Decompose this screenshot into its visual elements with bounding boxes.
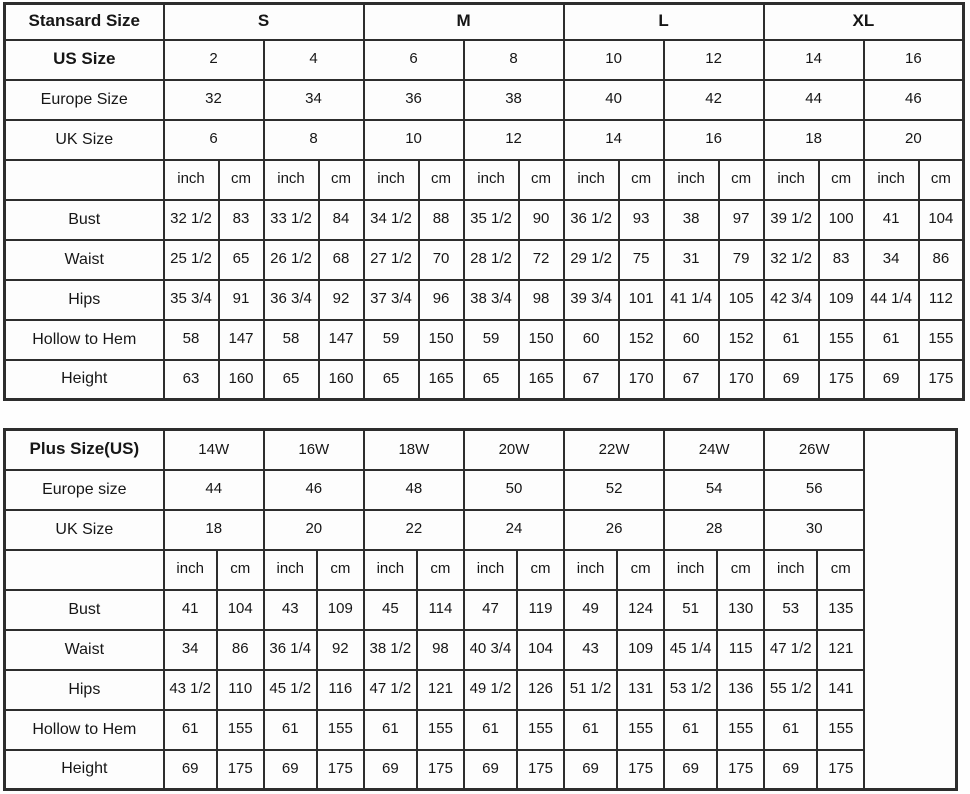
measurement-cm: 93 bbox=[619, 200, 664, 240]
unit-header-cm: cm bbox=[519, 160, 564, 200]
measurement-cm: 175 bbox=[417, 750, 464, 790]
size-value: 18 bbox=[764, 120, 864, 160]
measurement-inch: 69 bbox=[564, 750, 617, 790]
measurement-cm: 119 bbox=[517, 590, 564, 630]
measurement-inch: 51 1/2 bbox=[564, 670, 617, 710]
size-value: 46 bbox=[864, 80, 964, 120]
measurement-cm: 72 bbox=[519, 240, 564, 280]
table-row bbox=[5, 160, 964, 200]
measurement-cm: 91 bbox=[219, 280, 264, 320]
unit-header-inch: inch bbox=[264, 160, 319, 200]
row-label: US Size bbox=[5, 40, 164, 80]
measurement-inch: 45 bbox=[364, 590, 417, 630]
size-value: 14 bbox=[764, 40, 864, 80]
size-value: 48 bbox=[364, 470, 464, 510]
measurement-inch: 38 bbox=[664, 200, 719, 240]
measurement-inch: 60 bbox=[664, 320, 719, 360]
measurement-inch: 69 bbox=[364, 750, 417, 790]
table-row bbox=[5, 120, 964, 160]
unit-header-inch: inch bbox=[264, 550, 317, 590]
size-value: 4 bbox=[264, 40, 364, 80]
measurement-cm: 86 bbox=[217, 630, 264, 670]
unit-header-inch: inch bbox=[564, 160, 619, 200]
size-value: 46 bbox=[264, 470, 364, 510]
measurement-inch: 27 1/2 bbox=[364, 240, 419, 280]
measurement-inch: 29 1/2 bbox=[564, 240, 619, 280]
measurement-cm: 147 bbox=[319, 320, 364, 360]
standard-size-table bbox=[3, 2, 965, 401]
size-value: 56 bbox=[764, 470, 864, 510]
measurement-inch: 47 1/2 bbox=[364, 670, 417, 710]
size-value: 50 bbox=[464, 470, 564, 510]
row-label: Bust bbox=[5, 200, 164, 240]
measurement-inch: 41 bbox=[864, 200, 919, 240]
unit-header-cm: cm bbox=[619, 160, 664, 200]
measurement-cm: 105 bbox=[719, 280, 764, 320]
measurement-inch: 49 1/2 bbox=[464, 670, 517, 710]
measurement-inch: 53 1/2 bbox=[664, 670, 717, 710]
unit-header-inch: inch bbox=[164, 550, 217, 590]
unit-header-inch: inch bbox=[664, 160, 719, 200]
size-value: 18 bbox=[164, 510, 264, 550]
table-row bbox=[5, 240, 964, 280]
size-value: 22W bbox=[564, 430, 664, 470]
size-value: 16W bbox=[264, 430, 364, 470]
table-row bbox=[5, 4, 964, 40]
measurement-cm: 98 bbox=[417, 630, 464, 670]
unit-header-cm: cm bbox=[919, 160, 964, 200]
measurement-cm: 175 bbox=[717, 750, 764, 790]
unit-header-cm: cm bbox=[719, 160, 764, 200]
measurement-inch: 38 3/4 bbox=[464, 280, 519, 320]
unit-header-cm: cm bbox=[419, 160, 464, 200]
measurement-inch: 61 bbox=[564, 710, 617, 750]
row-label: Europe size bbox=[5, 470, 164, 510]
measurement-inch: 55 1/2 bbox=[764, 670, 817, 710]
table-row bbox=[5, 510, 957, 550]
unit-header-cm: cm bbox=[217, 550, 264, 590]
measurement-cm: 104 bbox=[517, 630, 564, 670]
row-label: Height bbox=[5, 360, 164, 400]
unit-header-inch: inch bbox=[564, 550, 617, 590]
size-value: 30 bbox=[764, 510, 864, 550]
row-label: Waist bbox=[5, 240, 164, 280]
measurement-inch: 26 1/2 bbox=[264, 240, 319, 280]
blank-cell bbox=[5, 160, 164, 200]
size-group-header: L bbox=[564, 4, 764, 40]
table-row bbox=[5, 200, 964, 240]
size-value: 10 bbox=[364, 120, 464, 160]
measurement-cm: 121 bbox=[417, 670, 464, 710]
unit-header-inch: inch bbox=[664, 550, 717, 590]
size-value: 20 bbox=[264, 510, 364, 550]
unit-header-cm: cm bbox=[817, 550, 864, 590]
measurement-inch: 34 bbox=[864, 240, 919, 280]
measurement-cm: 165 bbox=[519, 360, 564, 400]
size-group-header: M bbox=[364, 4, 564, 40]
table-row bbox=[5, 710, 957, 750]
measurement-inch: 49 bbox=[564, 590, 617, 630]
measurement-cm: 86 bbox=[919, 240, 964, 280]
measurement-cm: 155 bbox=[919, 320, 964, 360]
measurement-cm: 175 bbox=[317, 750, 364, 790]
table-row bbox=[5, 40, 964, 80]
row-label: UK Size bbox=[5, 510, 164, 550]
empty-cell bbox=[864, 430, 956, 790]
measurement-inch: 61 bbox=[264, 710, 317, 750]
measurement-cm: 141 bbox=[817, 670, 864, 710]
measurement-inch: 61 bbox=[764, 710, 817, 750]
measurement-inch: 36 3/4 bbox=[264, 280, 319, 320]
measurement-cm: 175 bbox=[617, 750, 664, 790]
measurement-cm: 152 bbox=[619, 320, 664, 360]
measurement-cm: 68 bbox=[319, 240, 364, 280]
size-value: 22 bbox=[364, 510, 464, 550]
size-value: 44 bbox=[764, 80, 864, 120]
measurement-inch: 37 3/4 bbox=[364, 280, 419, 320]
measurement-cm: 150 bbox=[419, 320, 464, 360]
measurement-cm: 175 bbox=[517, 750, 564, 790]
measurement-inch: 43 1/2 bbox=[164, 670, 217, 710]
measurement-cm: 170 bbox=[619, 360, 664, 400]
measurement-inch: 41 bbox=[164, 590, 217, 630]
table-row bbox=[5, 470, 957, 510]
measurement-inch: 63 bbox=[164, 360, 219, 400]
measurement-inch: 31 bbox=[664, 240, 719, 280]
measurement-cm: 100 bbox=[819, 200, 864, 240]
unit-header-cm: cm bbox=[617, 550, 664, 590]
row-label: Bust bbox=[5, 590, 164, 630]
size-value: 26 bbox=[564, 510, 664, 550]
size-value: 8 bbox=[464, 40, 564, 80]
measurement-cm: 112 bbox=[919, 280, 964, 320]
measurement-cm: 101 bbox=[619, 280, 664, 320]
measurement-inch: 43 bbox=[264, 590, 317, 630]
measurement-inch: 61 bbox=[164, 710, 217, 750]
measurement-cm: 135 bbox=[817, 590, 864, 630]
measurement-cm: 114 bbox=[417, 590, 464, 630]
unit-header-inch: inch bbox=[764, 550, 817, 590]
size-value: 10 bbox=[564, 40, 664, 80]
measurement-inch: 65 bbox=[464, 360, 519, 400]
unit-header-inch: inch bbox=[764, 160, 819, 200]
measurement-inch: 39 3/4 bbox=[564, 280, 619, 320]
measurement-cm: 121 bbox=[817, 630, 864, 670]
measurement-cm: 96 bbox=[419, 280, 464, 320]
size-value: 6 bbox=[164, 120, 264, 160]
measurement-inch: 36 1/2 bbox=[564, 200, 619, 240]
measurement-cm: 79 bbox=[719, 240, 764, 280]
row-label: Hollow to Hem bbox=[5, 320, 164, 360]
measurement-inch: 67 bbox=[564, 360, 619, 400]
size-value: 16 bbox=[664, 120, 764, 160]
measurement-cm: 104 bbox=[919, 200, 964, 240]
measurement-cm: 97 bbox=[719, 200, 764, 240]
unit-header-cm: cm bbox=[219, 160, 264, 200]
measurement-inch: 65 bbox=[264, 360, 319, 400]
measurement-inch: 32 1/2 bbox=[164, 200, 219, 240]
row-label: Waist bbox=[5, 630, 164, 670]
measurement-cm: 65 bbox=[219, 240, 264, 280]
size-value: 24W bbox=[664, 430, 764, 470]
unit-header-cm: cm bbox=[819, 160, 864, 200]
unit-header-cm: cm bbox=[517, 550, 564, 590]
measurement-inch: 39 1/2 bbox=[764, 200, 819, 240]
measurement-inch: 58 bbox=[264, 320, 319, 360]
measurement-inch: 61 bbox=[464, 710, 517, 750]
size-value: 8 bbox=[264, 120, 364, 160]
measurement-inch: 69 bbox=[664, 750, 717, 790]
measurement-inch: 33 1/2 bbox=[264, 200, 319, 240]
measurement-cm: 136 bbox=[717, 670, 764, 710]
measurement-inch: 36 1/4 bbox=[264, 630, 317, 670]
measurement-cm: 75 bbox=[619, 240, 664, 280]
measurement-inch: 51 bbox=[664, 590, 717, 630]
row-label: Plus Size(US) bbox=[5, 430, 164, 470]
size-value: 20 bbox=[864, 120, 964, 160]
row-label: UK Size bbox=[5, 120, 164, 160]
measurement-cm: 92 bbox=[317, 630, 364, 670]
measurement-cm: 155 bbox=[617, 710, 664, 750]
measurement-inch: 60 bbox=[564, 320, 619, 360]
measurement-cm: 155 bbox=[817, 710, 864, 750]
measurement-inch: 34 1/2 bbox=[364, 200, 419, 240]
measurement-cm: 110 bbox=[217, 670, 264, 710]
measurement-cm: 131 bbox=[617, 670, 664, 710]
size-value: 26W bbox=[764, 430, 864, 470]
measurement-inch: 38 1/2 bbox=[364, 630, 417, 670]
measurement-cm: 155 bbox=[317, 710, 364, 750]
measurement-inch: 69 bbox=[264, 750, 317, 790]
measurement-cm: 92 bbox=[319, 280, 364, 320]
size-value: 38 bbox=[464, 80, 564, 120]
table-row bbox=[5, 280, 964, 320]
measurement-inch: 61 bbox=[764, 320, 819, 360]
measurement-inch: 59 bbox=[364, 320, 419, 360]
measurement-cm: 109 bbox=[617, 630, 664, 670]
measurement-inch: 69 bbox=[864, 360, 919, 400]
measurement-cm: 165 bbox=[419, 360, 464, 400]
blank-cell bbox=[5, 550, 164, 590]
measurement-cm: 84 bbox=[319, 200, 364, 240]
size-value: 42 bbox=[664, 80, 764, 120]
measurement-inch: 67 bbox=[664, 360, 719, 400]
unit-header-cm: cm bbox=[717, 550, 764, 590]
measurement-cm: 175 bbox=[817, 750, 864, 790]
size-value: 28 bbox=[664, 510, 764, 550]
measurement-cm: 130 bbox=[717, 590, 764, 630]
row-label: Hips bbox=[5, 670, 164, 710]
measurement-cm: 126 bbox=[517, 670, 564, 710]
measurement-cm: 70 bbox=[419, 240, 464, 280]
row-label: Europe Size bbox=[5, 80, 164, 120]
table-row bbox=[5, 550, 957, 590]
measurement-cm: 175 bbox=[217, 750, 264, 790]
measurement-cm: 170 bbox=[719, 360, 764, 400]
size-value: 18W bbox=[364, 430, 464, 470]
row-label: Height bbox=[5, 750, 164, 790]
unit-header-cm: cm bbox=[317, 550, 364, 590]
measurement-inch: 61 bbox=[664, 710, 717, 750]
measurement-inch: 45 1/4 bbox=[664, 630, 717, 670]
measurement-inch: 59 bbox=[464, 320, 519, 360]
size-value: 24 bbox=[464, 510, 564, 550]
size-value: 14W bbox=[164, 430, 264, 470]
measurement-cm: 175 bbox=[819, 360, 864, 400]
size-value: 34 bbox=[264, 80, 364, 120]
measurement-cm: 90 bbox=[519, 200, 564, 240]
measurement-cm: 115 bbox=[717, 630, 764, 670]
plus-size-table bbox=[3, 428, 958, 791]
measurement-cm: 83 bbox=[219, 200, 264, 240]
size-value: 44 bbox=[164, 470, 264, 510]
table-row bbox=[5, 630, 957, 670]
measurement-cm: 109 bbox=[317, 590, 364, 630]
size-group-header: XL bbox=[764, 4, 964, 40]
table-row bbox=[5, 80, 964, 120]
size-value: 2 bbox=[164, 40, 264, 80]
measurement-cm: 155 bbox=[217, 710, 264, 750]
measurement-cm: 160 bbox=[219, 360, 264, 400]
measurement-cm: 155 bbox=[417, 710, 464, 750]
table-row bbox=[5, 590, 957, 630]
size-value: 12 bbox=[664, 40, 764, 80]
measurement-inch: 28 1/2 bbox=[464, 240, 519, 280]
size-value: 20W bbox=[464, 430, 564, 470]
measurement-inch: 65 bbox=[364, 360, 419, 400]
measurement-inch: 61 bbox=[364, 710, 417, 750]
measurement-inch: 69 bbox=[164, 750, 217, 790]
size-value: 14 bbox=[564, 120, 664, 160]
size-group-header: S bbox=[164, 4, 364, 40]
measurement-inch: 58 bbox=[164, 320, 219, 360]
measurement-inch: 44 1/4 bbox=[864, 280, 919, 320]
measurement-cm: 109 bbox=[819, 280, 864, 320]
row-label: Hips bbox=[5, 280, 164, 320]
measurement-cm: 155 bbox=[517, 710, 564, 750]
table-row bbox=[5, 320, 964, 360]
size-value: 52 bbox=[564, 470, 664, 510]
unit-header-inch: inch bbox=[364, 550, 417, 590]
measurement-inch: 34 bbox=[164, 630, 217, 670]
measurement-inch: 53 bbox=[764, 590, 817, 630]
measurement-inch: 32 1/2 bbox=[764, 240, 819, 280]
table-row bbox=[5, 430, 957, 470]
measurement-cm: 104 bbox=[217, 590, 264, 630]
size-value: 12 bbox=[464, 120, 564, 160]
measurement-cm: 98 bbox=[519, 280, 564, 320]
size-value: 32 bbox=[164, 80, 264, 120]
table-row bbox=[5, 750, 957, 790]
measurement-cm: 147 bbox=[219, 320, 264, 360]
measurement-inch: 45 1/2 bbox=[264, 670, 317, 710]
measurement-cm: 88 bbox=[419, 200, 464, 240]
unit-header-cm: cm bbox=[319, 160, 364, 200]
measurement-inch: 40 3/4 bbox=[464, 630, 517, 670]
table-row bbox=[5, 360, 964, 400]
size-value: 54 bbox=[664, 470, 764, 510]
unit-header-cm: cm bbox=[417, 550, 464, 590]
measurement-cm: 116 bbox=[317, 670, 364, 710]
table-row bbox=[5, 670, 957, 710]
measurement-cm: 150 bbox=[519, 320, 564, 360]
size-value: 16 bbox=[864, 40, 964, 80]
measurement-cm: 152 bbox=[719, 320, 764, 360]
measurement-inch: 41 1/4 bbox=[664, 280, 719, 320]
measurement-cm: 160 bbox=[319, 360, 364, 400]
size-value: 36 bbox=[364, 80, 464, 120]
measurement-inch: 42 3/4 bbox=[764, 280, 819, 320]
measurement-cm: 124 bbox=[617, 590, 664, 630]
measurement-cm: 83 bbox=[819, 240, 864, 280]
measurement-inch: 69 bbox=[764, 360, 819, 400]
measurement-cm: 175 bbox=[919, 360, 964, 400]
measurement-inch: 35 3/4 bbox=[164, 280, 219, 320]
measurement-inch: 47 1/2 bbox=[764, 630, 817, 670]
measurement-cm: 155 bbox=[717, 710, 764, 750]
unit-header-inch: inch bbox=[364, 160, 419, 200]
measurement-inch: 61 bbox=[864, 320, 919, 360]
measurement-inch: 69 bbox=[464, 750, 517, 790]
corner-header: Stansard Size bbox=[5, 4, 164, 40]
size-value: 40 bbox=[564, 80, 664, 120]
unit-header-inch: inch bbox=[164, 160, 219, 200]
unit-header-inch: inch bbox=[464, 550, 517, 590]
measurement-inch: 43 bbox=[564, 630, 617, 670]
measurement-cm: 155 bbox=[819, 320, 864, 360]
unit-header-inch: inch bbox=[464, 160, 519, 200]
size-value: 6 bbox=[364, 40, 464, 80]
measurement-inch: 35 1/2 bbox=[464, 200, 519, 240]
measurement-inch: 25 1/2 bbox=[164, 240, 219, 280]
row-label: Hollow to Hem bbox=[5, 710, 164, 750]
unit-header-inch: inch bbox=[864, 160, 919, 200]
measurement-inch: 47 bbox=[464, 590, 517, 630]
measurement-inch: 69 bbox=[764, 750, 817, 790]
